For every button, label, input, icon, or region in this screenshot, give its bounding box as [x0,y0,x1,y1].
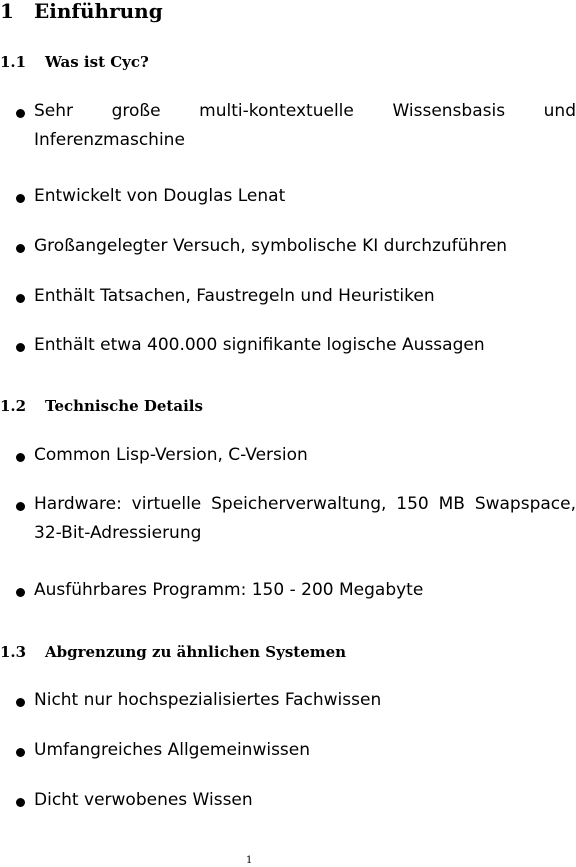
bullet-icon [16,748,25,757]
section-heading [0,0,163,22]
subsection-heading-1-3 [0,643,346,661]
bullet-icon [16,798,25,807]
bullet-icon [16,698,25,707]
subsection-title: Technische Details [45,397,203,415]
bullet-icon [16,453,25,462]
bullet-icon [16,588,25,597]
list-item-text: Enthält Tatsachen, Faustregeln und Heuristiken [34,286,435,306]
page-number: 1 [246,855,253,866]
list-item-text: Enthält etwa 400.000 signifikante logische Aussagen [34,335,485,355]
list-item-text: Umfangreiches Allgemeinwissen [34,740,311,760]
list-item-text: Ausführbares Programm: 150 - 200 Megabyte [34,580,424,600]
subsection-heading-1-2 [0,397,203,415]
list-item [16,736,576,765]
bullet-icon [16,343,25,352]
bullet-icon [16,502,25,511]
list-item-text: Common Lisp-Version, C-Version [34,445,308,465]
subsection-heading-1-1 [0,53,149,71]
subsection-title: Abgrenzung zu ähnlichen Systemen [45,643,347,661]
list-item [16,686,576,715]
bullet-icon [16,109,25,118]
bullet-icon [16,294,25,303]
section-number: 1 [0,0,14,23]
list-item [16,97,576,155]
subsection-number: 1.1 [0,53,27,71]
list-item-text: Hardware: virtuelle Speicherverwaltung, 150 MB Swapspace, 32-Bit-Adressierung [34,494,576,543]
bullet-icon [16,194,25,203]
subsection-number: 1.2 [0,397,27,415]
list-item [16,232,576,261]
list-item [16,331,576,360]
list-item [16,490,576,548]
list-item-text: Dicht verwobenes Wissen [34,790,253,810]
list-item-text: Großangelegter Versuch, symbolische KI durchzuführen [34,236,508,256]
bullet-icon [16,244,25,253]
subsection-number: 1.3 [0,643,27,661]
list-item-text: Entwickelt von Douglas Lenat [34,186,286,206]
list-item-text: Sehr große multi-kontextuelle Wissensbasis und Inferenzmaschine [34,101,576,150]
section-title: Einführung [34,0,163,23]
list-item [16,182,576,211]
list-item [16,282,576,311]
list-item [16,576,576,605]
list-item [16,786,576,815]
list-item-text: Nicht nur hochspezialisiertes Fachwissen [34,690,382,710]
list-item [16,441,576,470]
subsection-title: Was ist Cyc? [45,53,149,71]
